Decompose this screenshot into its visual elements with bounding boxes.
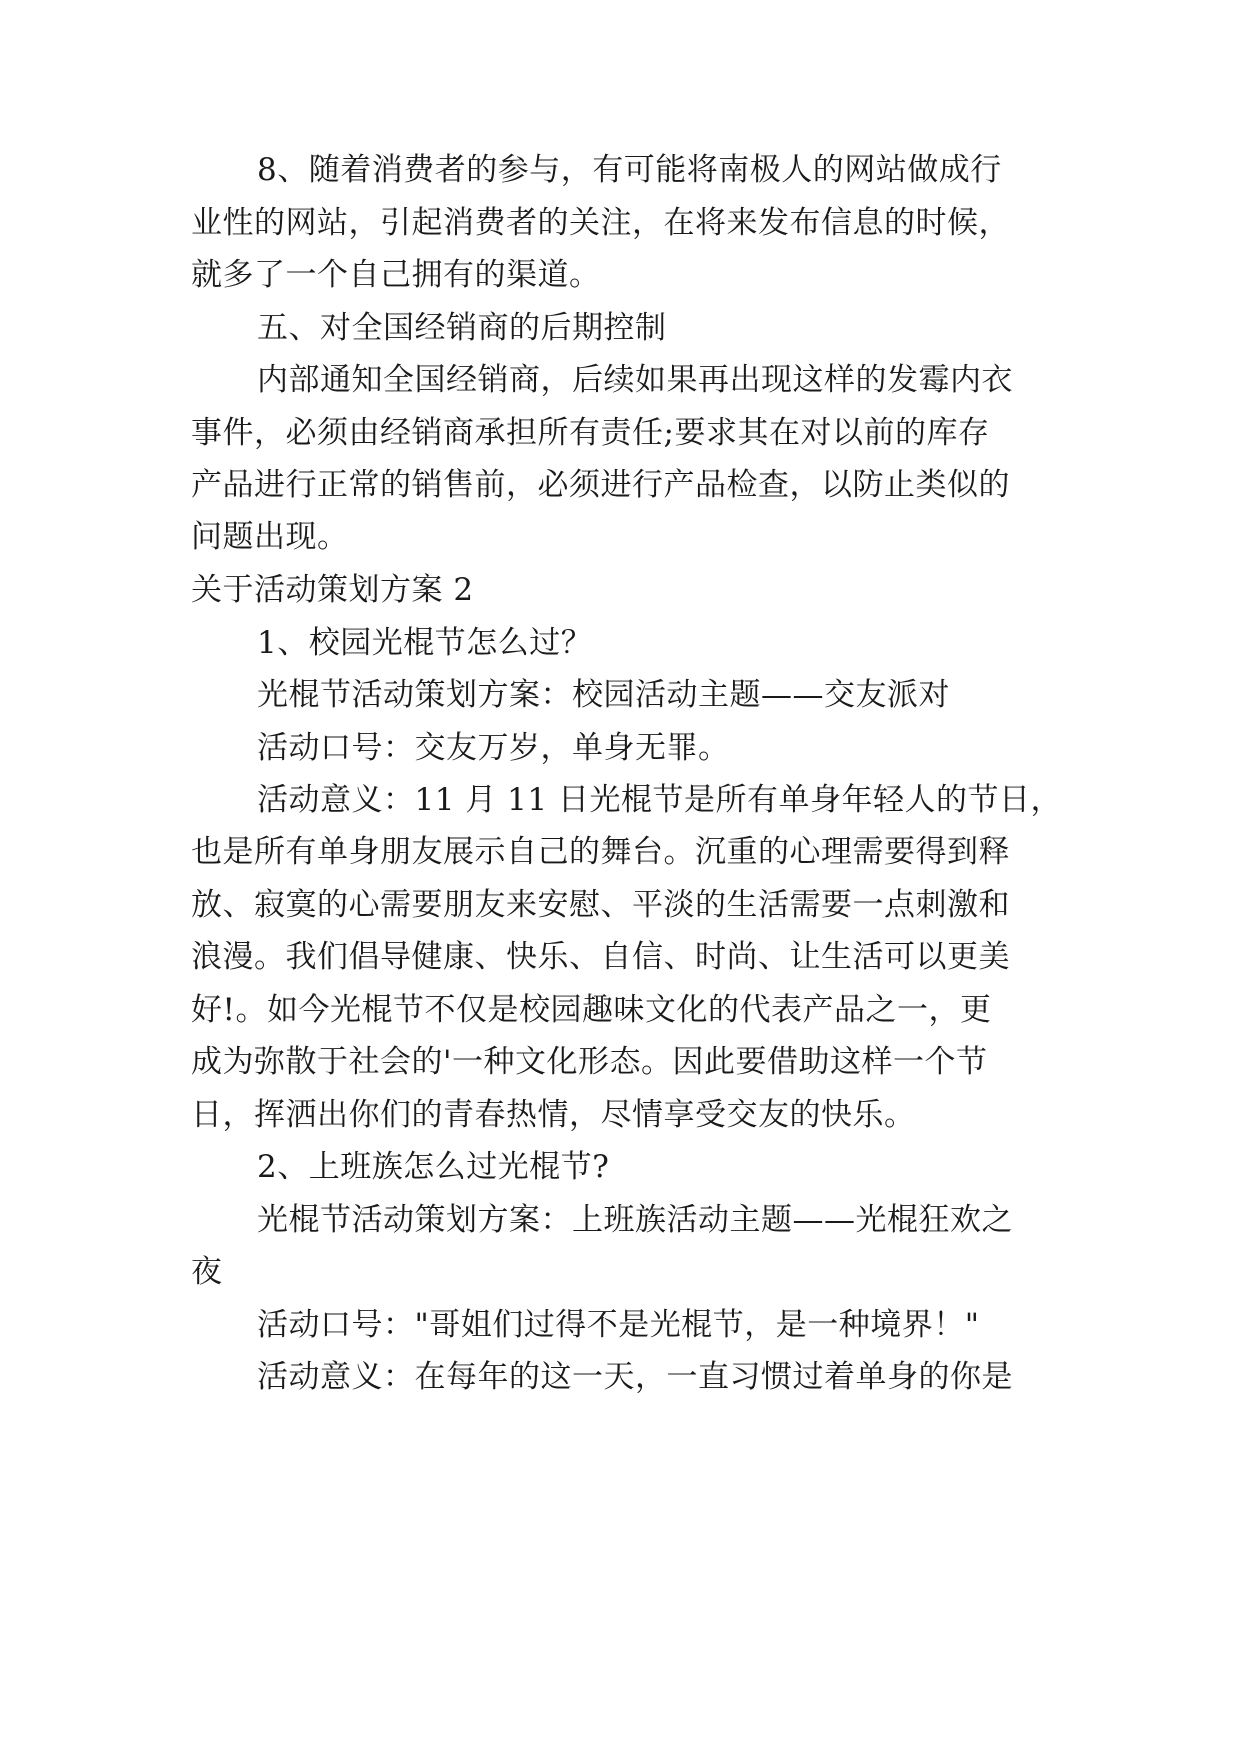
paragraph-line: 问题出现。 <box>191 519 349 555</box>
paragraph-line: 活动口号："哥姐们过得不是光棍节，是一种境界！" <box>257 1307 980 1343</box>
paragraph-line: 活动意义：在每年的这一天，一直习惯过着单身的你是 <box>257 1359 1013 1395</box>
paragraph-line: 事件，必须由经销商承担所有责任;要求其在对以前的库存 <box>191 415 990 451</box>
paragraph-line: 活动口号：交友万岁，单身无罪。 <box>257 730 730 766</box>
paragraph-line: 放、寂寞的心需要朋友来安慰、平淡的生活需要一点刺激和 <box>191 887 1010 923</box>
document-title: 关于活动策划方案 2 <box>191 572 474 608</box>
paragraph-line: 夜 <box>191 1254 223 1290</box>
paragraph-line: 8、随着消费者的参与，有可能将南极人的网站做成行 <box>257 152 1002 188</box>
paragraph-line: 光棍节活动策划方案：上班族活动主题——光棍狂欢之 <box>257 1202 1013 1238</box>
paragraph-line: 好!。如今光棍节不仅是校园趣味文化的代表产品之一，更 <box>191 992 992 1028</box>
section-heading: 2、上班族怎么过光棍节? <box>257 1149 610 1185</box>
paragraph-line: 光棍节活动策划方案：校园活动主题——交友派对 <box>257 677 950 713</box>
paragraph-line: 成为弥散于社会的'一种文化形态。因此要借助这样一个节 <box>191 1044 988 1080</box>
paragraph-line: 也是所有单身朋友展示自己的舞台。沉重的心理需要得到释 <box>191 834 1010 870</box>
paragraph-line: 日，挥洒出你们的青春热情，尽情享受交友的快乐。 <box>191 1097 916 1133</box>
paragraph-line: 业性的网站，引起消费者的关注，在将来发布信息的时候， <box>191 205 1010 241</box>
paragraph-line: 产品进行正常的销售前，必须进行产品检查，以防止类似的 <box>191 467 1010 503</box>
section-heading: 1、校园光棍节怎么过？ <box>257 625 593 661</box>
paragraph-line: 就多了一个自己拥有的渠道。 <box>191 257 601 293</box>
paragraph-line: 浪漫。我们倡导健康、快乐、自信、时尚、让生活可以更美 <box>191 939 1010 975</box>
paragraph-line: 活动意义：11 月 11 日光棍节是所有单身年轻人的节日， <box>257 782 1062 818</box>
section-heading: 五、对全国经销商的后期控制 <box>257 310 667 346</box>
paragraph-line: 内部通知全国经销商，后续如果再出现这样的发霉内衣 <box>257 362 1013 398</box>
